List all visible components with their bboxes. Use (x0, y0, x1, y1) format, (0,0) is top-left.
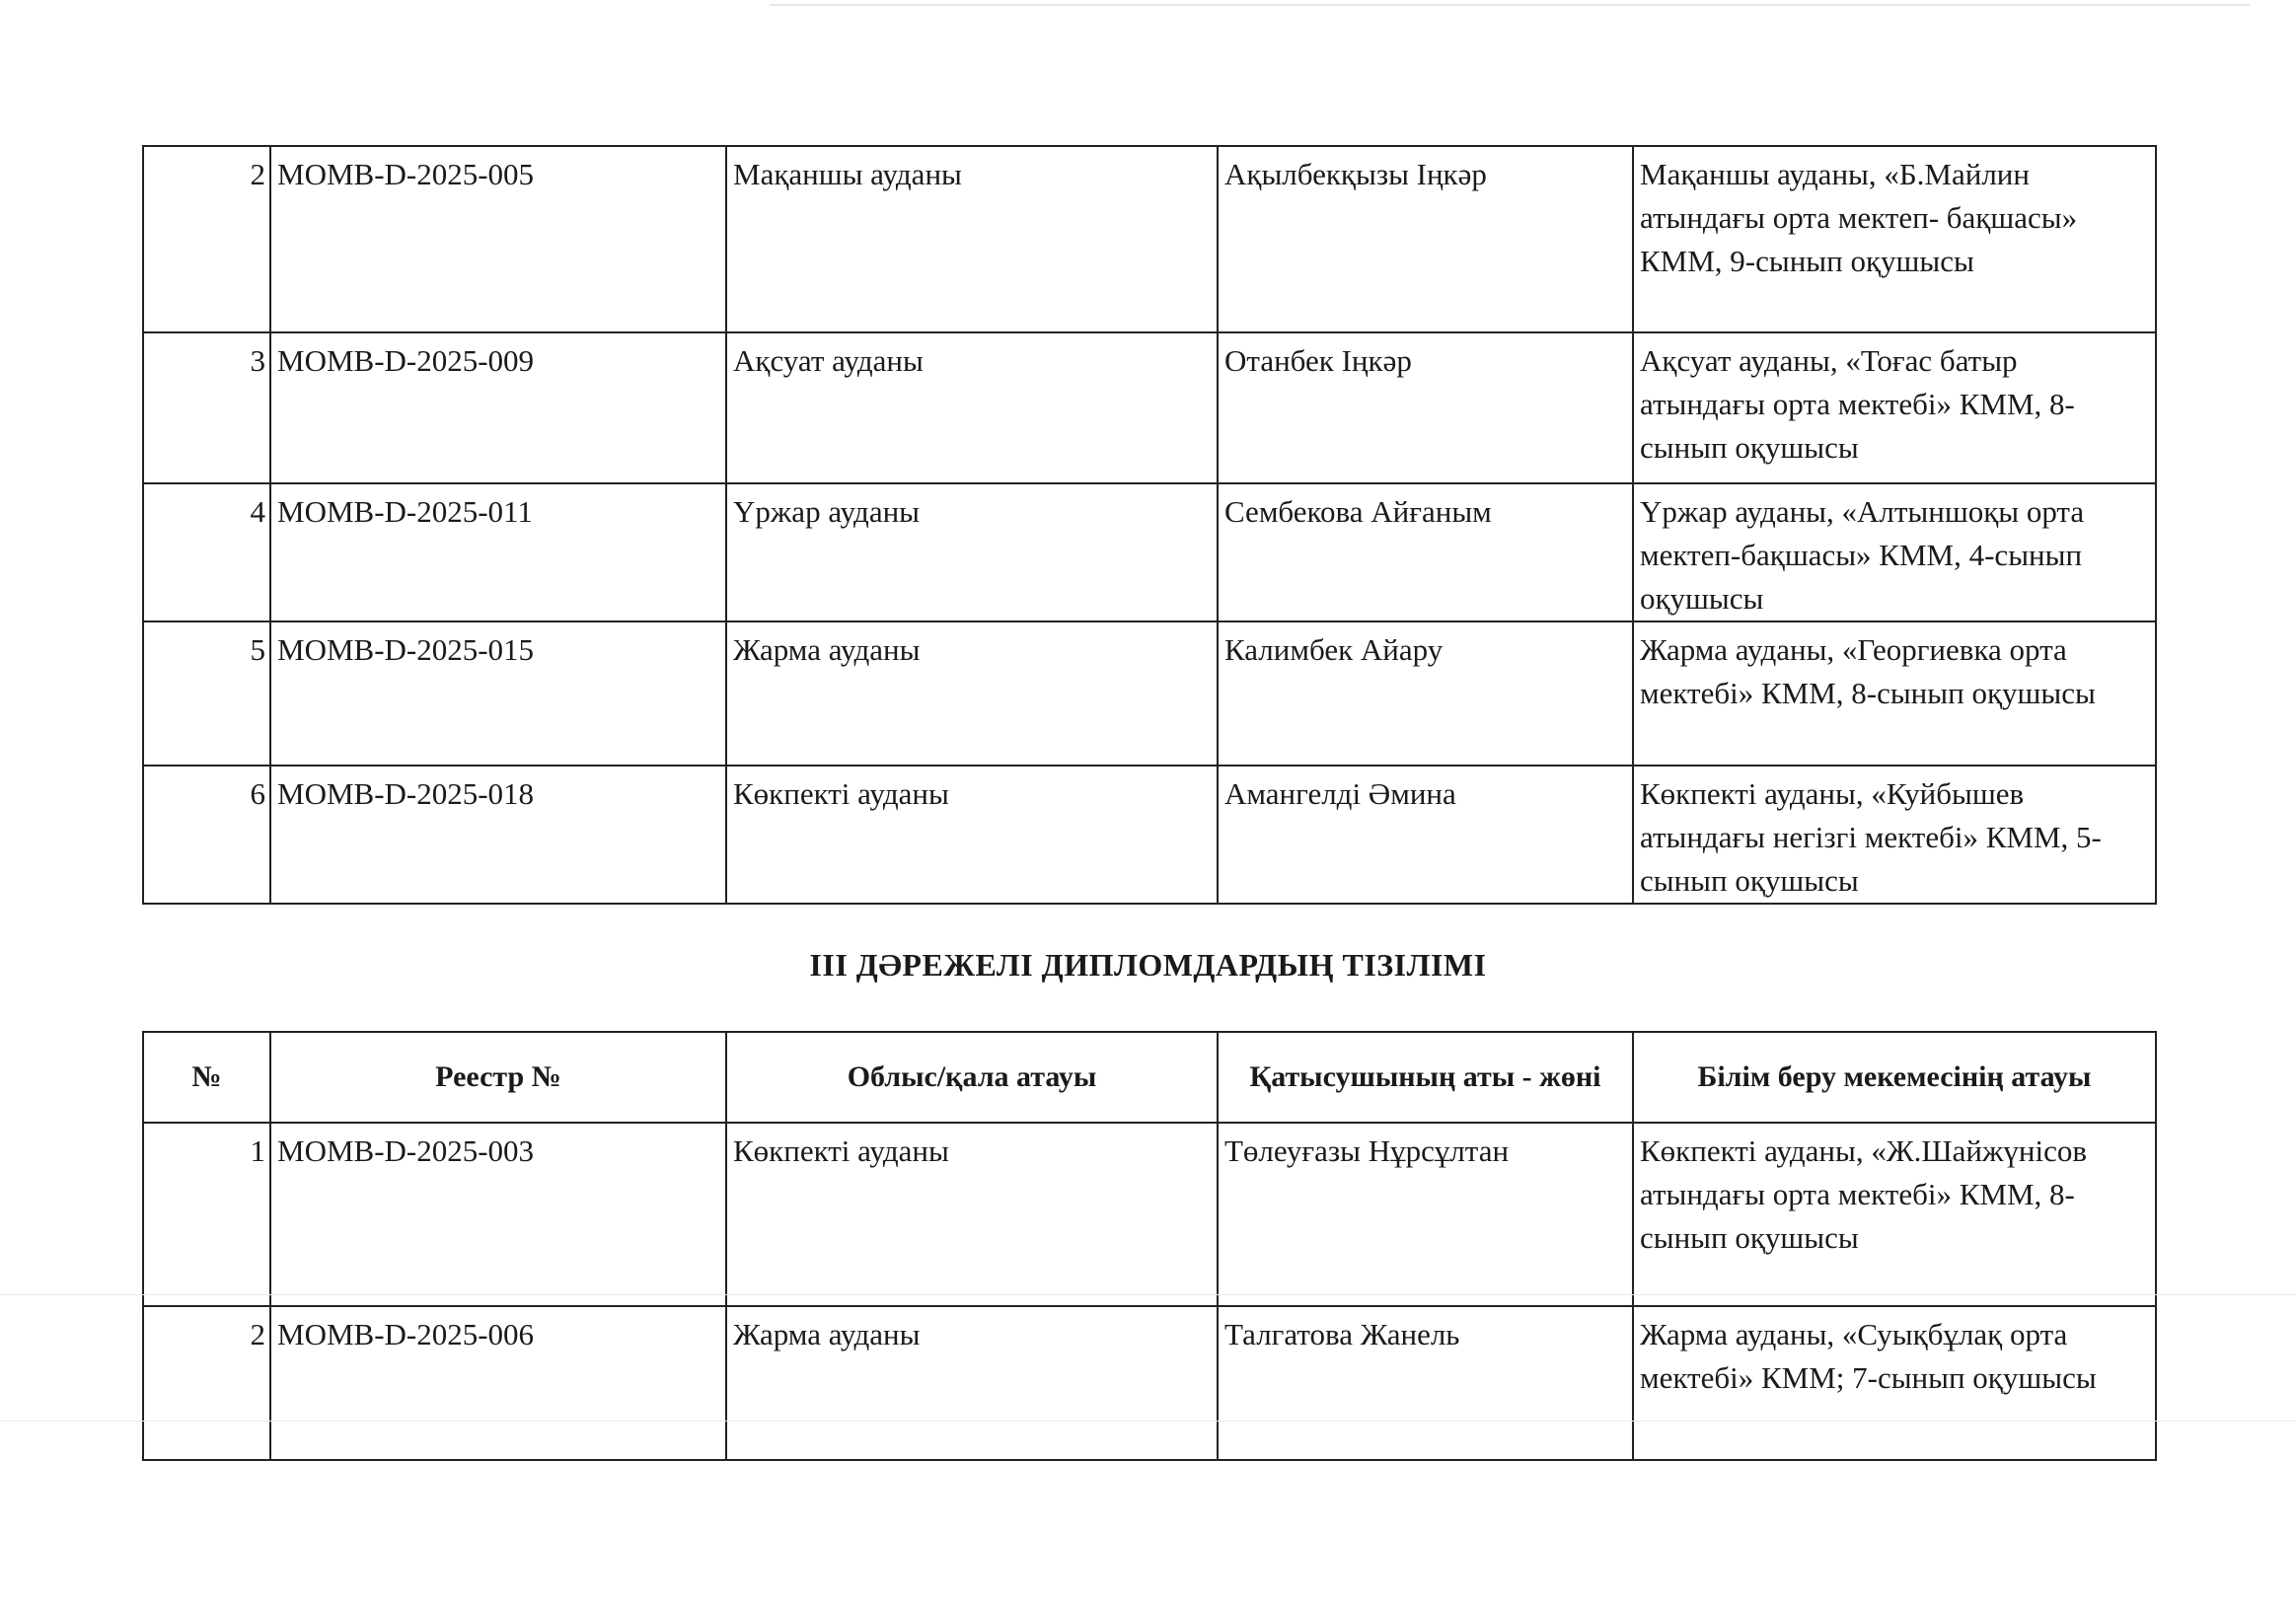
row-number: 4 (143, 483, 270, 621)
school-name: Жарма ауданы, «Георгиевка орта мектебі» КММ, 8-сынып оқушысы (1633, 621, 2156, 766)
participant-name: Төлеуғазы Нұрсұлтан (1218, 1123, 1633, 1306)
participant-name: Амангелді Әмина (1218, 766, 1633, 904)
row-number: 2 (143, 146, 270, 332)
third-degree-diploma-table (142, 1031, 2157, 1461)
registry-number: MOMB-D-2025-015 (270, 621, 726, 766)
table-row (143, 146, 2156, 332)
registry-number: MOMB-D-2025-003 (270, 1123, 726, 1306)
region-name: Жарма ауданы (726, 621, 1218, 766)
row-number: 2 (143, 1306, 270, 1460)
school-name: Көкпекті ауданы, «Ж.Шайжүнісов атындағы орта мектебі» КММ, 8-сынып оқушысы (1633, 1123, 2156, 1306)
school-name: Жарма ауданы, «Суықбұлақ орта мектебі» КММ; 7-сынып оқушысы (1633, 1306, 2156, 1460)
column-header-region: Облыс/қала атауы (726, 1032, 1218, 1123)
school-name: Мақаншы ауданы, «Б.Майлин атындағы орта мектеп- бақшасы» КММ, 9-сынып оқушысы (1633, 146, 2156, 332)
participant-name: Сембекова Айғаным (1218, 483, 1633, 621)
column-header-registry: Реестр № (270, 1032, 726, 1123)
table-row (143, 1306, 2156, 1460)
registry-number: MOMB-D-2025-006 (270, 1306, 726, 1460)
table-header-row (143, 1032, 2156, 1123)
table-row (143, 621, 2156, 766)
participant-name: Калимбек Айару (1218, 621, 1633, 766)
participant-name: Ақылбекқызы Іңкәр (1218, 146, 1633, 332)
table-row (143, 1123, 2156, 1306)
registry-number: MOMB-D-2025-005 (270, 146, 726, 332)
school-name: Үржар ауданы, «Алтыншоқы орта мектеп-бақшасы» КММ, 4-сынып оқушысы (1633, 483, 2156, 621)
scan-artifact-line (0, 1421, 2296, 1422)
table-row (143, 332, 2156, 483)
registry-number: MOMB-D-2025-011 (270, 483, 726, 621)
school-name: Ақсуат ауданы, «Тоғас батыр атындағы орта мектебі» КММ, 8-сынып оқушысы (1633, 332, 2156, 483)
row-number: 6 (143, 766, 270, 904)
row-number: 1 (143, 1123, 270, 1306)
region-name: Көкпекті ауданы (726, 766, 1218, 904)
participant-name: Отанбек Іңкәр (1218, 332, 1633, 483)
row-number: 5 (143, 621, 270, 766)
registry-number: MOMB-D-2025-009 (270, 332, 726, 483)
region-name: Жарма ауданы (726, 1306, 1218, 1460)
region-name: Мақаншы ауданы (726, 146, 1218, 332)
registry-number: MOMB-D-2025-018 (270, 766, 726, 904)
region-name: Көкпекті ауданы (726, 1123, 1218, 1306)
section-title: III ДӘРЕЖЕЛІ ДИПЛОМДАРДЫҢ ТІЗІЛІМІ (809, 947, 1487, 983)
diploma-table-continued (142, 145, 2157, 905)
participant-name: Талгатова Жанель (1218, 1306, 1633, 1460)
scan-artifact-line (0, 1294, 2296, 1295)
row-number: 3 (143, 332, 270, 483)
table-row (143, 766, 2156, 904)
column-header-school: Білім беру мекемесінің атауы (1633, 1032, 2156, 1123)
school-name: Көкпекті ауданы, «Куйбышев атындағы негізгі мектебі» КММ, 5-сынып оқушысы (1633, 766, 2156, 904)
column-header-participant: Қатысушының аты - жөні (1218, 1032, 1633, 1123)
region-name: Ақсуат ауданы (726, 332, 1218, 483)
scan-edge-line (770, 4, 2250, 6)
region-name: Үржар ауданы (726, 483, 1218, 621)
table-row (143, 483, 2156, 621)
column-header-number: № (143, 1032, 270, 1123)
